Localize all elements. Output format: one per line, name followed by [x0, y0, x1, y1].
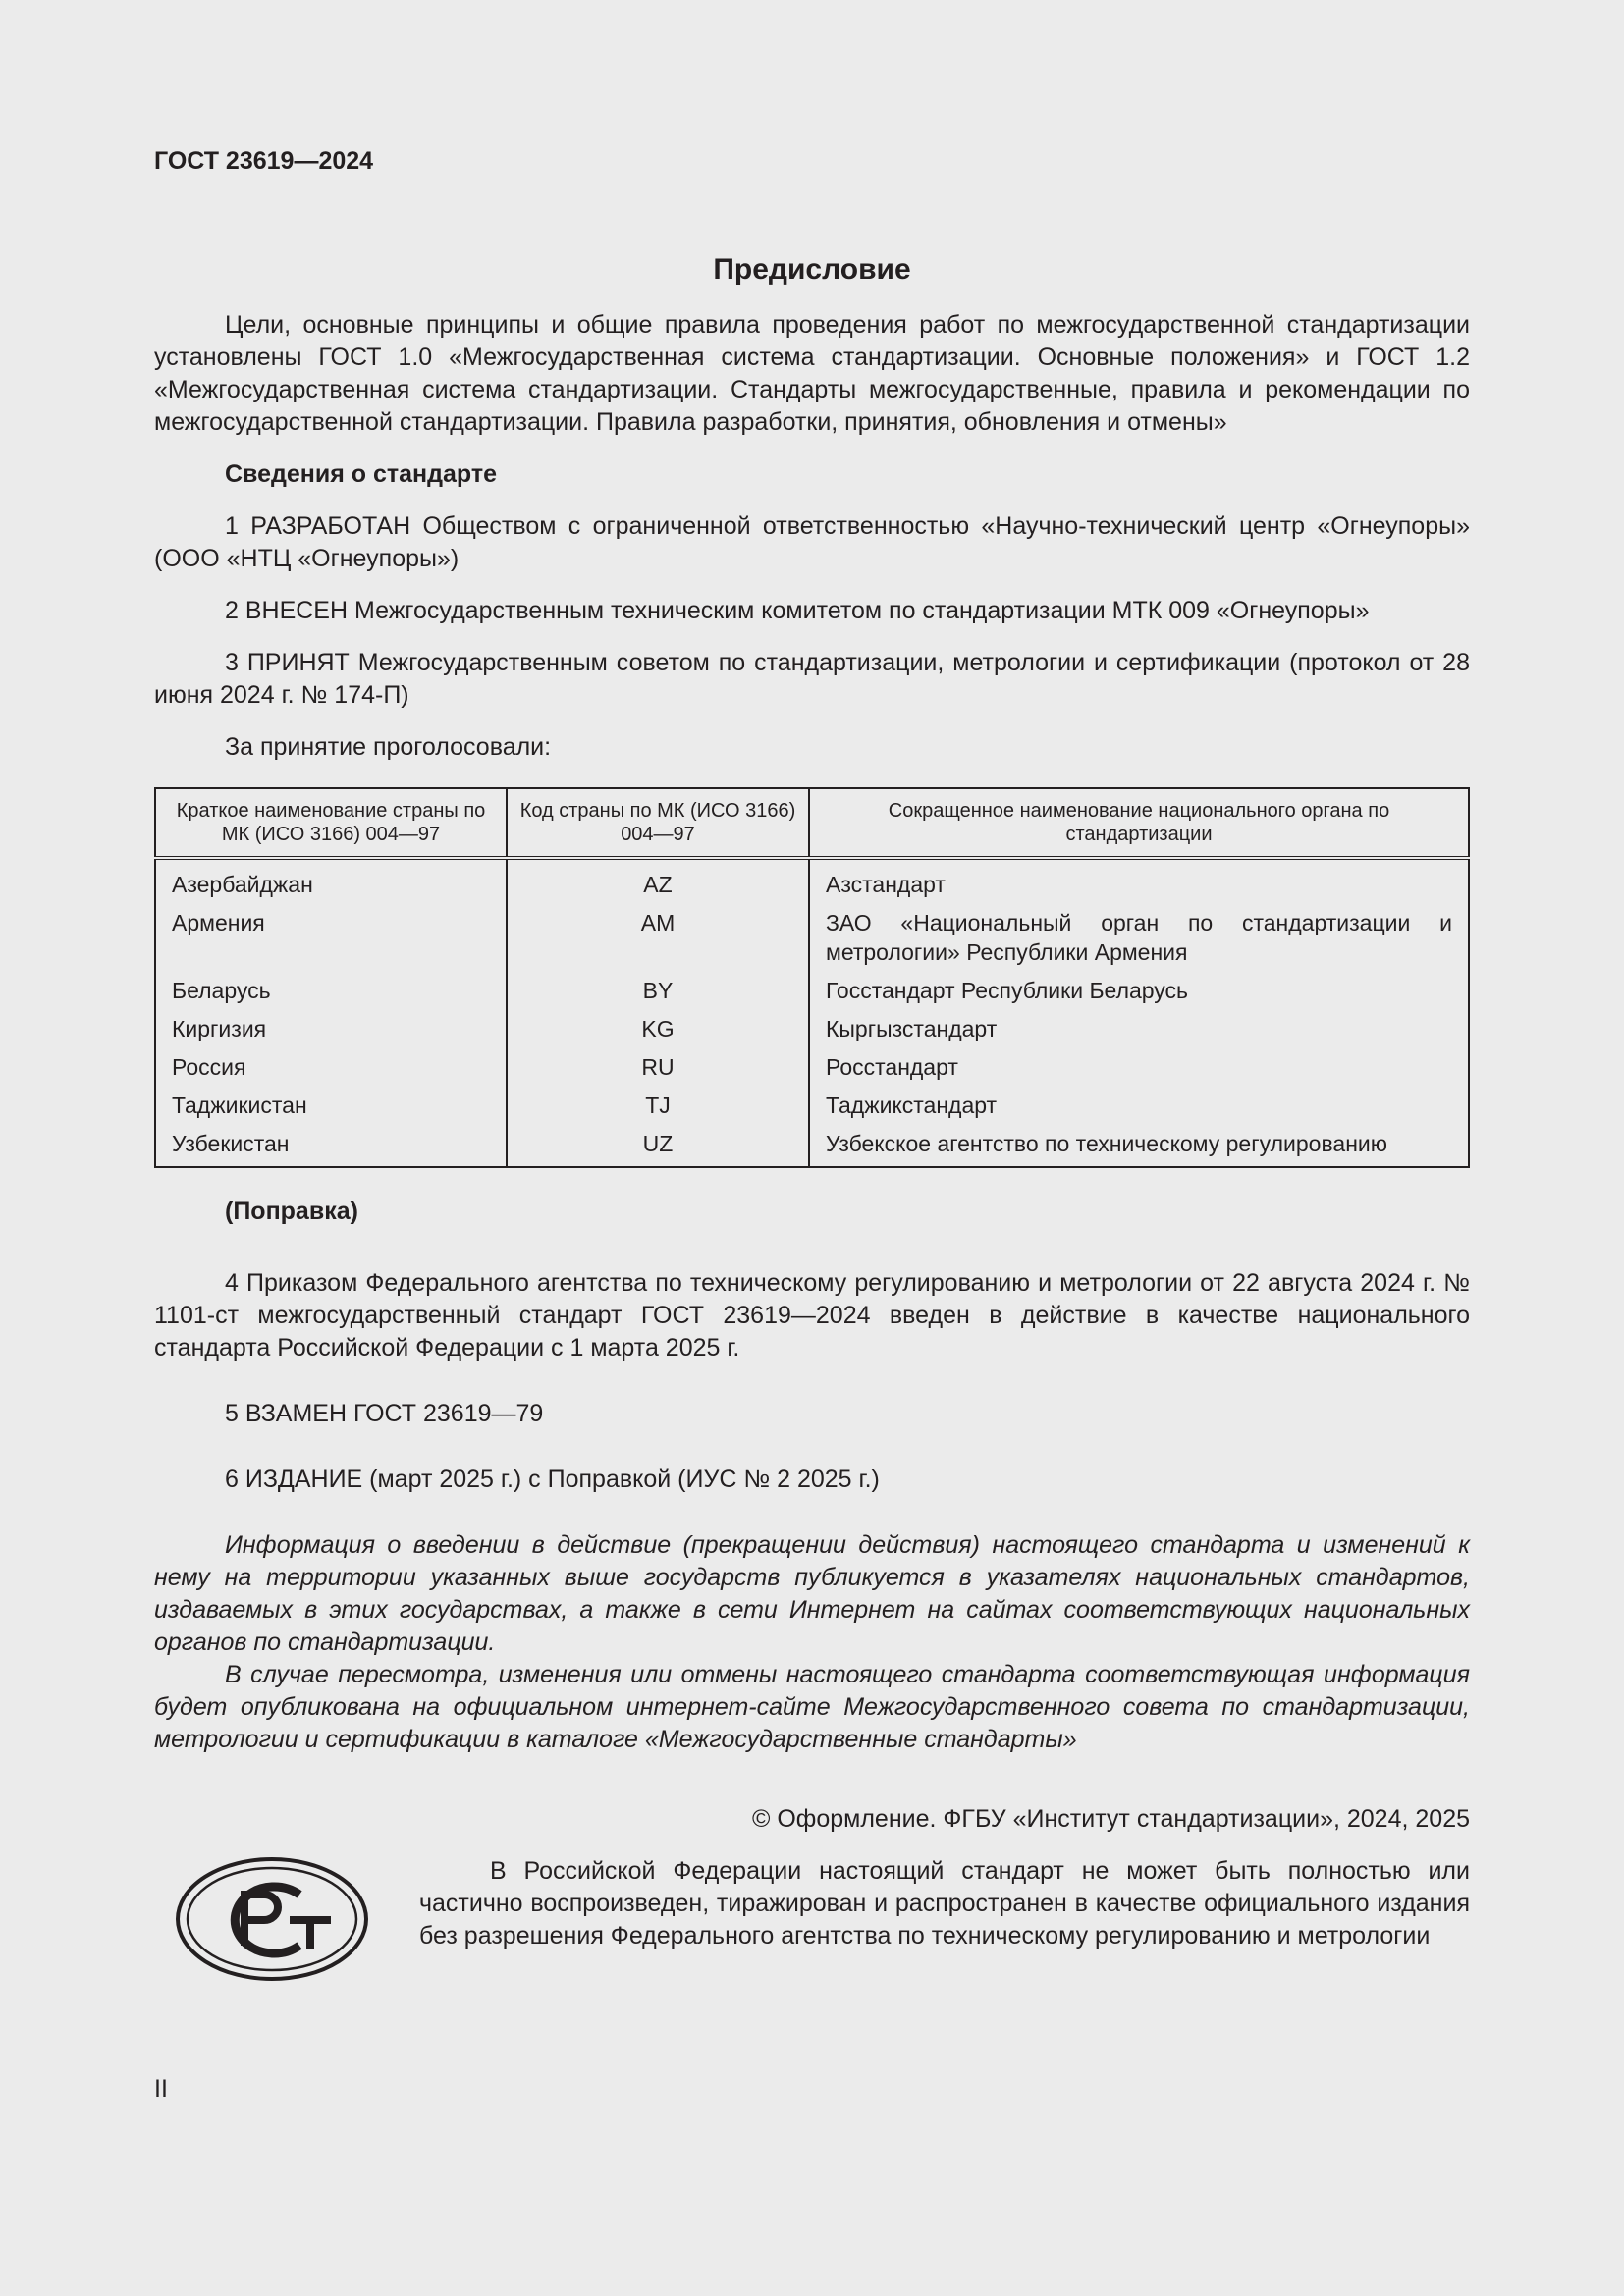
column-header-country: Краткое наименование страны по МК (ИСО 3166) 004—97: [155, 788, 507, 858]
cell-code: AZ: [507, 858, 809, 903]
copyright-line: © Оформление. ФГБУ «Институт стандартизации», 2024, 2025: [751, 1805, 1470, 1833]
cell-country: Узбекистан: [172, 1131, 290, 1156]
cell-country: Таджикистан: [172, 1093, 307, 1118]
item-developed: 1 РАЗРАБОТАН Обществом с ограниченной ответственностью «Научно-технический центр «Огнеупоры» (ООО «НТЦ «Огнеупоры»): [154, 512, 1470, 572]
publication-info: [154, 1529, 1470, 1756]
rights-notice-block: [419, 1855, 1470, 1952]
page-content: [154, 147, 1470, 1983]
column-header-org: Сокращенное наименование национального органа по стандартизации: [809, 788, 1469, 858]
item-edition: 6 ИЗДАНИЕ (март 2025 г.) с Поправкой (ИУС № 2 2025 г.): [225, 1466, 880, 1493]
document-code: ГОСТ 23619—2024: [154, 147, 374, 175]
intro-paragraph: Цели, основные принципы и общие правила проведения работ по межгосударственной стандартизации установлены ГОСТ 1.0 «Межгосударственная система стандартизации. Основные положения» и ГОСТ 1.2 «Межгосударственная система стандартизации. Стандарты межгосударственные, правила и рекомендации по межгосударственной стандартизации. Правила разработки, принятия, обновления и отмены»: [154, 311, 1470, 436]
cell-code: AM: [507, 903, 809, 971]
table-header-row: [155, 788, 1469, 858]
rst-certification-logo-icon: [174, 1855, 370, 1983]
cell-code: BY: [507, 971, 809, 1009]
table-row: [155, 1086, 1469, 1124]
item-introduced: 2 ВНЕСЕН Межгосударственным техническим комитетом по стандартизации МТК 009 «Огнеупоры»: [225, 597, 1370, 624]
cell-org: Таджикстандарт: [809, 1086, 1469, 1124]
voted-label: За принятие проголосовали:: [225, 733, 552, 761]
rights-notice: В Российской Федерации настоящий стандарт не может быть полностью или частично воспроизведен, тиражирован и распространен в качестве официального издания без разрешения Федерального агентства по техническому регулированию и метрологии: [419, 1857, 1470, 1949]
cell-code: RU: [507, 1047, 809, 1086]
italic-info-paragraph: В случае пересмотра, изменения или отмены настоящего стандарта соответствующая информация будет опубликована на официальном интернет-сайте Межгосударственного совета по стандартизации, метрологии и сертификации в каталоге «Межгосударственные стандарты»: [154, 1661, 1470, 1753]
cell-org: Азстандарт: [809, 858, 1469, 903]
cell-country: Азербайджан: [172, 872, 313, 897]
table-row: [155, 903, 1469, 971]
page-number: II: [154, 2075, 168, 2103]
table-row: [155, 1047, 1469, 1086]
italic-info-paragraph: Информация о введении в действие (прекращении действия) настоящего стандарта и изменений к нему на территории указанных выше государств публикуется в указателях национальных стандартов, издаваемых в этих государствах, а также в сети Интернет на сайтах соответствующих национальных органов по стандартизации.: [154, 1531, 1470, 1656]
table-row: [155, 971, 1469, 1009]
cell-org: ЗАО «Национальный орган по стандартизации и метрологии» Республики Армения: [809, 903, 1469, 971]
cell-country: Беларусь: [172, 978, 271, 1003]
voting-table: [154, 787, 1470, 1168]
cell-org: Госстандарт Республики Беларусь: [809, 971, 1469, 1009]
table-row: [155, 858, 1469, 903]
table-row: [155, 1009, 1469, 1047]
cell-code: UZ: [507, 1124, 809, 1167]
cell-country: Армения: [172, 910, 265, 935]
item-adopted: 3 ПРИНЯТ Межгосударственным советом по стандартизации, метрологии и сертификации (протокол от 28 июня 2024 г. № 174-П): [154, 649, 1470, 709]
item-enacted: 4 Приказом Федерального агентства по техническому регулированию и метрологии от 22 августа 2024 г. № 1101-ст межгосударственный стандарт ГОСТ 23619—2024 введен в действие в качестве национального стандарта Российской Федерации с 1 марта 2025 г.: [154, 1269, 1470, 1362]
cell-country: Россия: [172, 1054, 246, 1080]
cell-org: Узбекское агентство по техническому регулированию: [809, 1124, 1469, 1167]
page-title: Предисловие: [713, 253, 911, 286]
cell-org: Кыргызстандарт: [809, 1009, 1469, 1047]
column-header-code: Код страны по МК (ИСО 3166) 004—97: [507, 788, 809, 858]
table-row: [155, 1124, 1469, 1167]
footer-row: [154, 1855, 1470, 1983]
cell-org: Росстандарт: [809, 1047, 1469, 1086]
amendment-heading: (Поправка): [225, 1198, 358, 1225]
cell-code: TJ: [507, 1086, 809, 1124]
cell-code: KG: [507, 1009, 809, 1047]
cell-country: Киргизия: [172, 1016, 267, 1041]
standard-info-heading: Сведения о стандарте: [225, 460, 498, 488]
item-replaces: 5 ВЗАМЕН ГОСТ 23619—79: [225, 1400, 544, 1427]
